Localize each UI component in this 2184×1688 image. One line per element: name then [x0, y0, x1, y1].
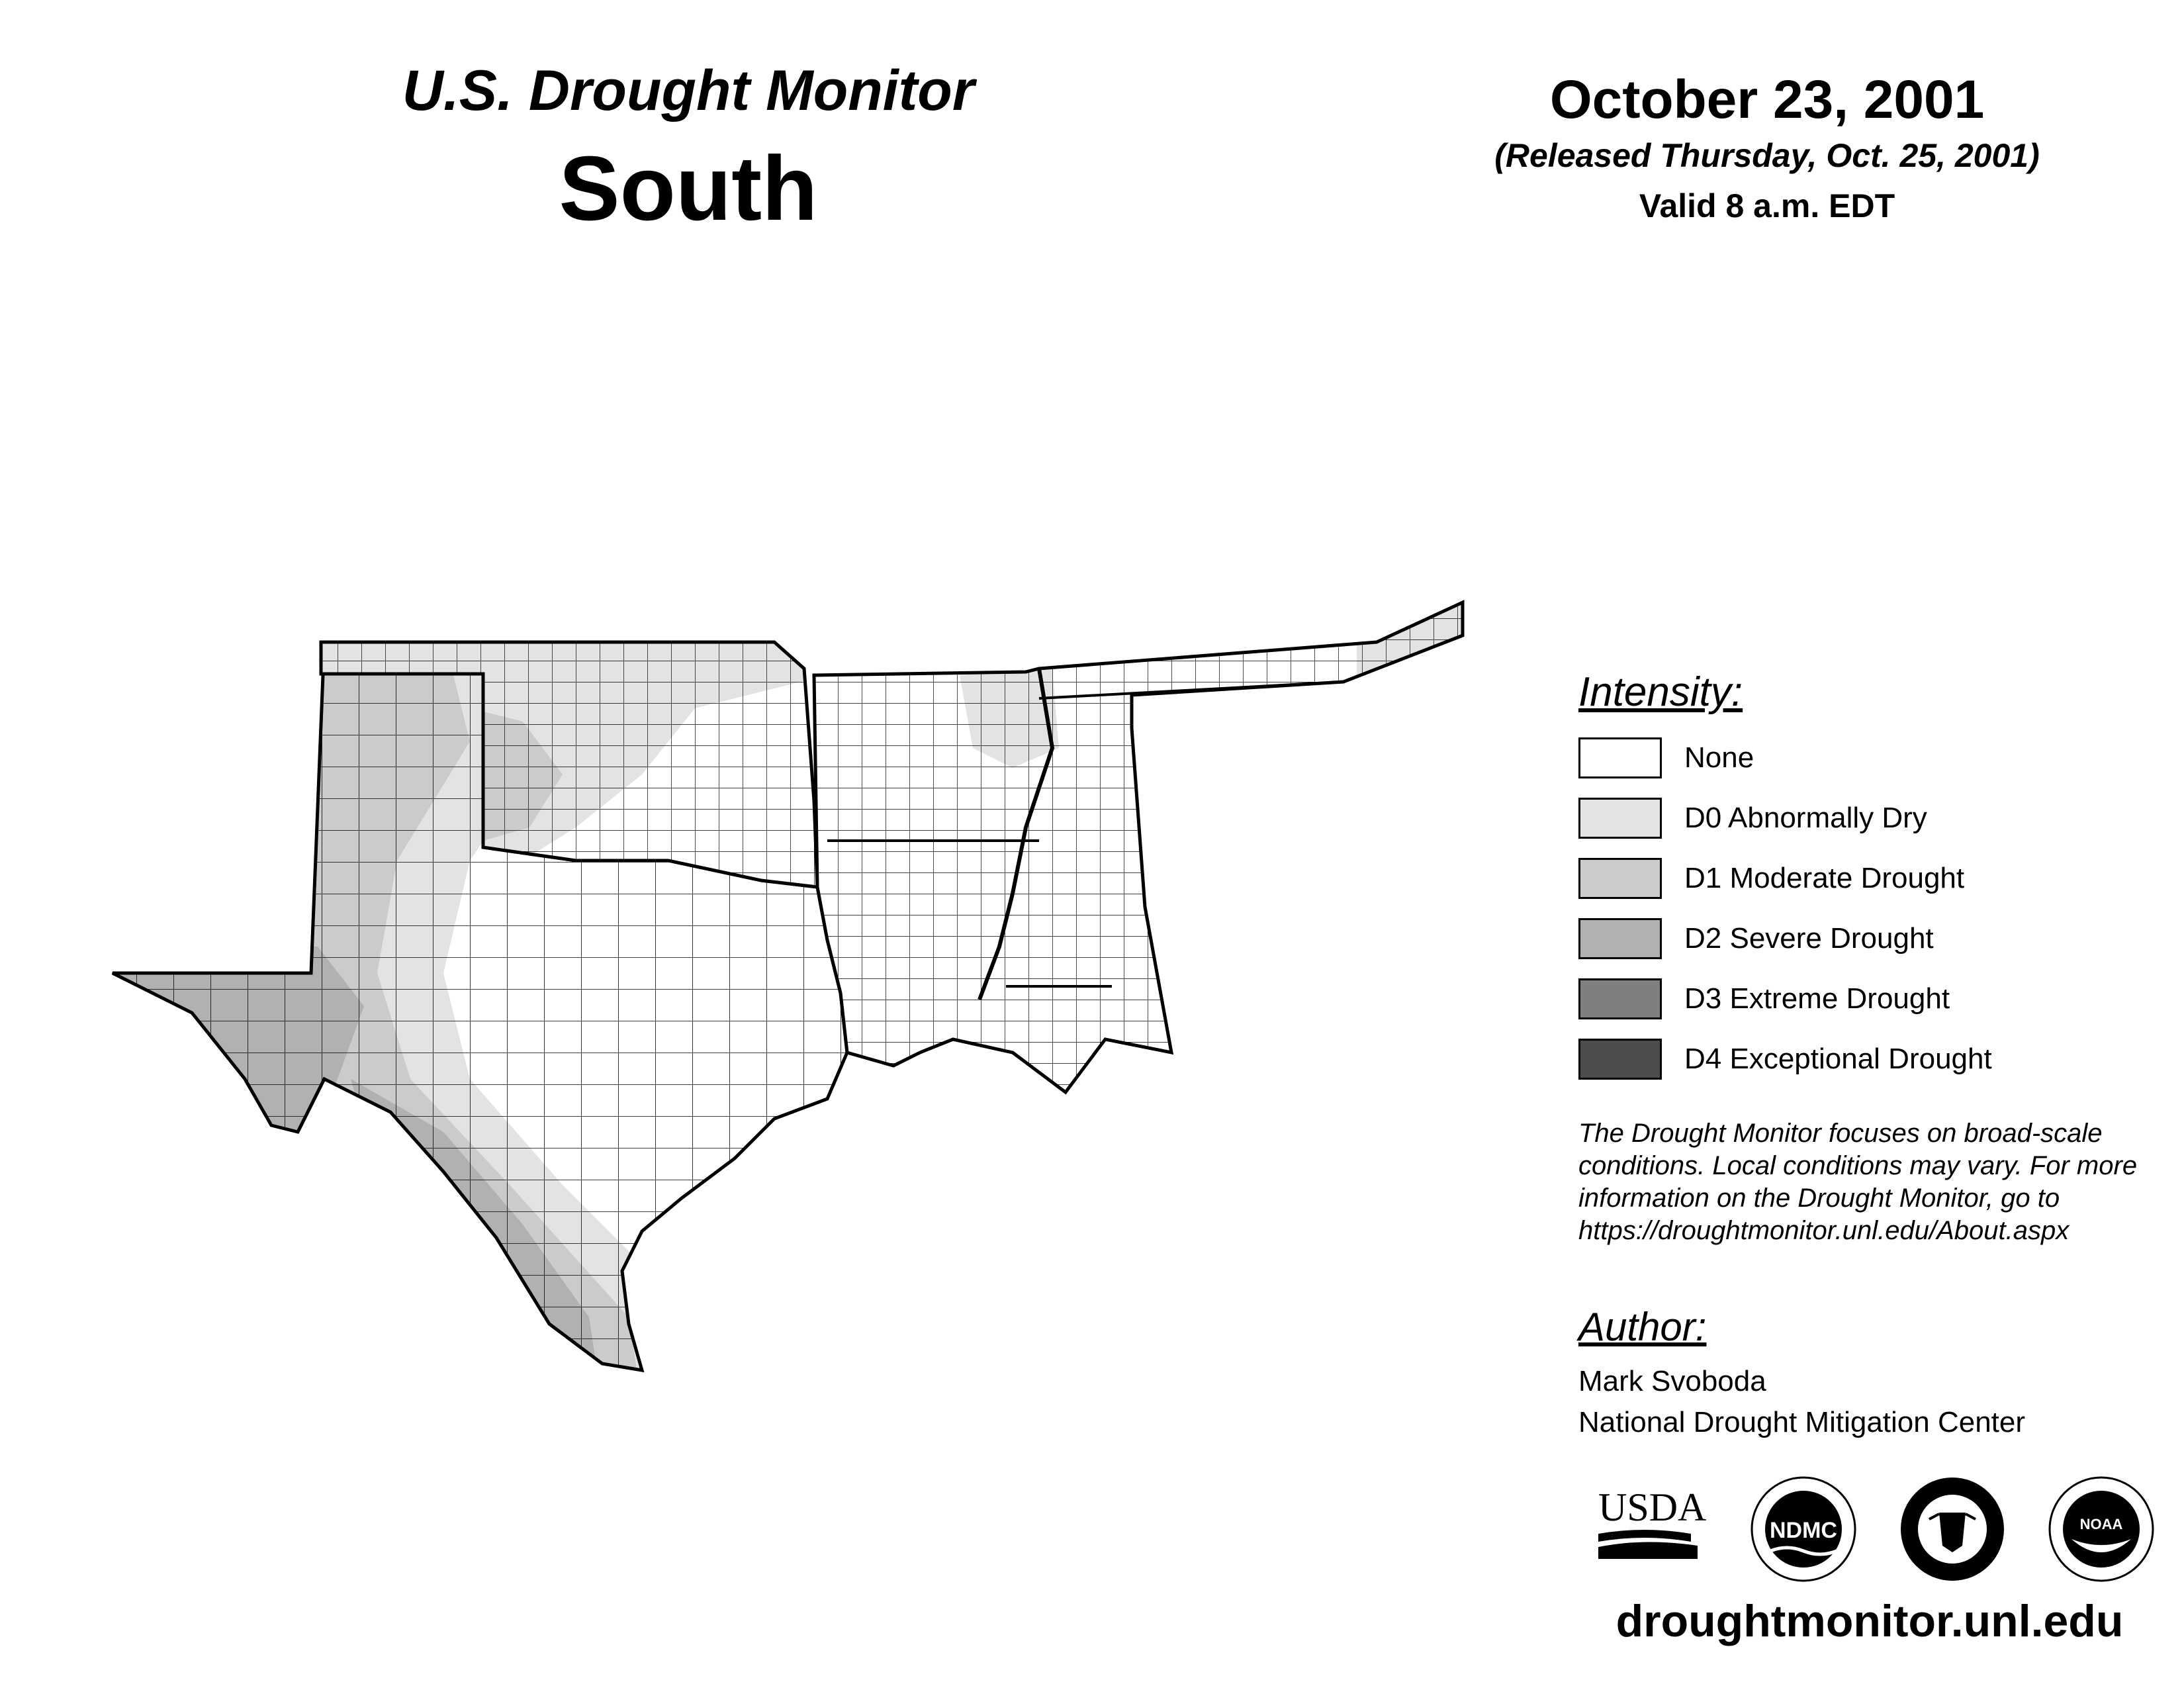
author-organization: National Drought Mitigation Center: [1578, 1406, 2026, 1438]
author-name: Mark Svoboda: [1578, 1365, 1766, 1397]
legend-swatch: [1578, 918, 1662, 959]
region-title: South: [559, 138, 818, 240]
partner-logos: [1578, 1473, 2161, 1585]
legend-label: D4 Exceptional Drought: [1684, 1043, 1992, 1075]
map-title: U.S. Drought Monitor: [402, 59, 975, 122]
valid-time: Valid 8 a.m. EDT: [1639, 187, 1895, 224]
author-heading: Author:: [1578, 1305, 1707, 1349]
usda-logo: [1598, 1485, 1706, 1559]
ndmc-logo: [1752, 1477, 1855, 1581]
legend-label: D1 Moderate Drought: [1684, 862, 1965, 894]
legend-swatch: [1578, 1039, 1662, 1080]
legend-label: D3 Extreme Drought: [1684, 982, 1950, 1015]
website-url[interactable]: droughtmonitor.unl.edu: [1615, 1596, 2124, 1646]
noaa-logo: [2050, 1477, 2153, 1581]
valid-date: October 23, 2001: [1549, 70, 1985, 130]
ndmc-logo-text: NDMC: [1770, 1518, 1837, 1543]
legend-label: D0 Abnormally Dry: [1684, 802, 1927, 834]
legend-swatch: [1578, 978, 1662, 1019]
disclaimer-note: The Drought Monitor focuses on broad-scale conditions. Local conditions may vary. For more information on the Drought Monitor, go to https://droughtmonitor.unl.edu/About.aspx: [1578, 1119, 2138, 1245]
usda-logo-text: USDA: [1598, 1485, 1707, 1529]
legend-title: Intensity:: [1578, 669, 1743, 715]
legend-swatch: [1578, 737, 1662, 778]
commerce-seal: [1901, 1477, 2004, 1581]
legend-swatch: [1578, 858, 1662, 899]
legend-swatch: [1578, 798, 1662, 839]
legend-label: D2 Severe Drought: [1684, 922, 1934, 955]
drought-map: [99, 576, 1489, 1403]
release-date: (Released Thursday, Oct. 25, 2001): [1494, 137, 2040, 174]
noaa-logo-text: NOAA: [2079, 1516, 2123, 1532]
legend-label: None: [1684, 741, 1754, 774]
